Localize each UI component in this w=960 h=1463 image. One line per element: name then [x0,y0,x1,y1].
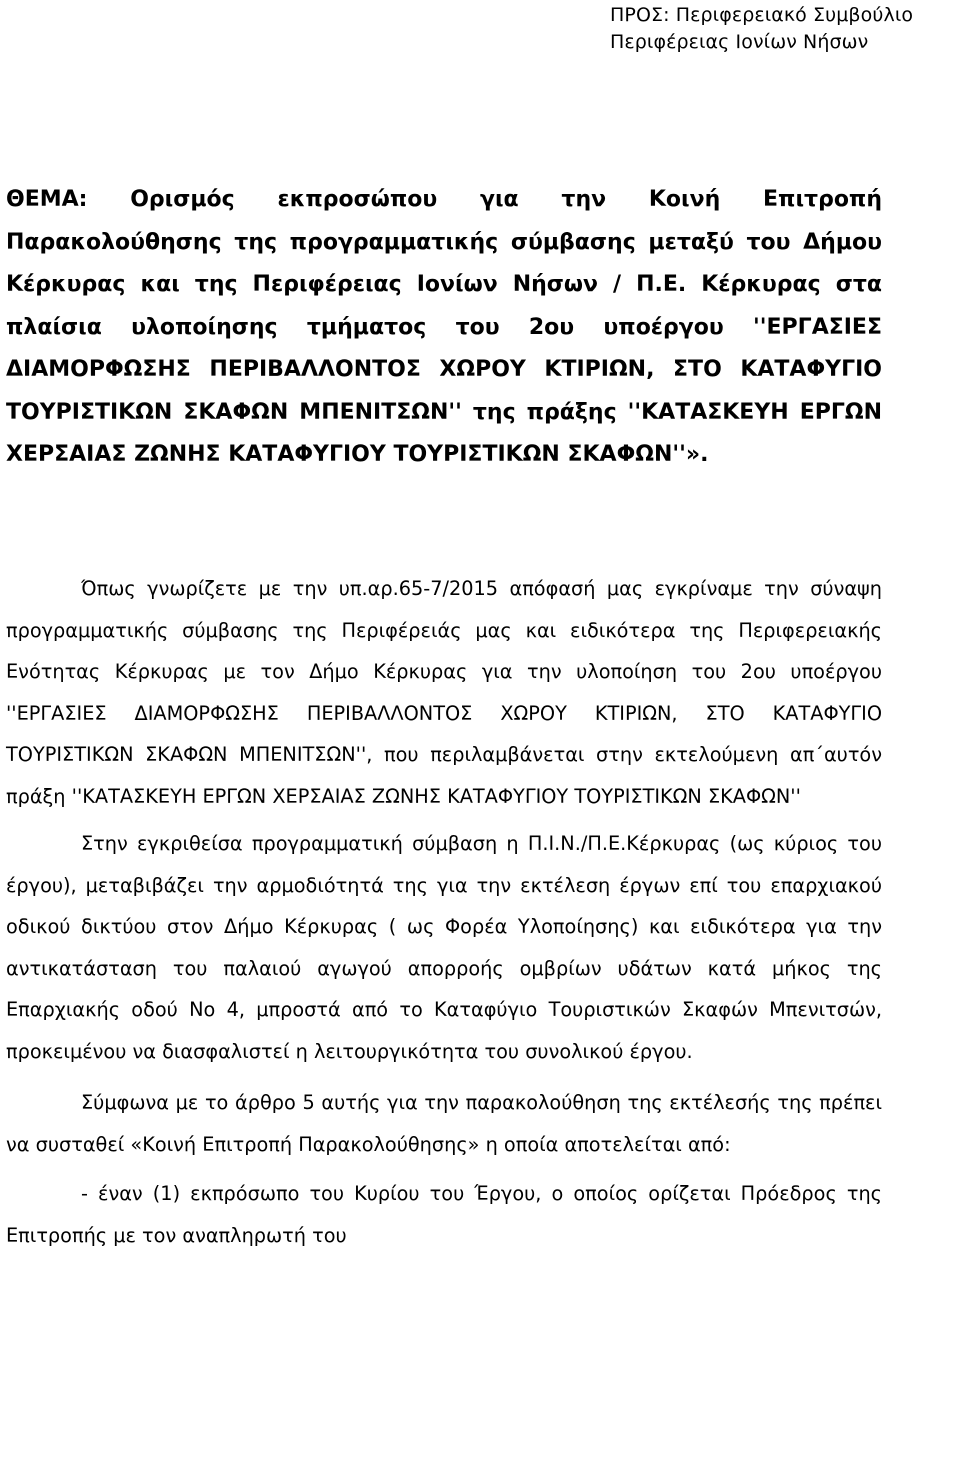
recipient-line-1: ΠΡΟΣ: Περιφερειακό Συμβούλιο [610,4,914,26]
paragraph-decision: Όπως γνωρίζετε με την υπ.αρ.65-7/2015 απόφασή μας εγκρίναμε την σύναψη προγραμματικής σύμβασης της Περιφέρειάς μας και ειδικότερα της Περιφερειακής Ενότητας Κέρκυρας με τον Δήμο Κέρκυρας για την υλοποίηση του 2ου υποέργου ''ΕΡΓΑΣΙΕΣ ΔΙΑΜΟΡΦΩΣΗΣ ΠΕΡΙΒΑΛΛΟΝΤΟΣ ΧΩΡΟΥ ΚΤΙΡΙΩΝ, ΣΤΟ ΚΑΤΑΦΥΓΙΟ ΤΟΥΡΙΣΤΙΚΩΝ ΣΚΑΦΩΝ ΜΠΕΝΙΤΣΩΝ'', που περιλαμβάνεται στην εκτελούμενη απ΄αυτόν πράξη ''ΚΑΤΑΣΚΕΥΗ ΕΡΓΩΝ ΧΕΡΣΑΙΑΣ ΖΩΝΗΣ ΚΑΤΑΦΥΓΙΟΥ ΤΟΥΡΙΣΤΙΚΩΝ ΣΚΑΦΩΝ'' [6,577,882,808]
subject-heading: ΘΕΜΑ: Ορισμός εκπροσώπου για την Κοινή Επιτροπή Παρακολούθησης της προγραμματικής σύμβασης μεταξύ του Δήμου Κέρκυρας και της Περιφέρειας Ιονίων Νήσων / Π.Ε. Κέρκυρας στα πλαίσια υλοποίησης τμήματος του 2ου υποέργου ''ΕΡΓΑΣΙΕΣ ΔΙΑΜΟΡΦΩΣΗΣ ΠΕΡΙΒΑΛΛΟΝΤΟΣ ΧΩΡΟΥ ΚΤΙΡΙΩΝ, ΣΤΟ ΚΑΤΑΦΥΓΙΟ ΤΟΥΡΙΣΤΙΚΩΝ ΣΚΑΦΩΝ ΜΠΕΝΙΤΣΩΝ'' της πράξης ''ΚΑΤΑΣΚΕΥΗ ΕΡΓΩΝ ΧΕΡΣΑΙΑΣ ΖΩΝΗΣ ΚΑΤΑΦΥΓΙΟΥ ΤΟΥΡΙΣΤΙΚΩΝ ΣΚΑΦΩΝ''». [6,187,882,467]
paragraph-contract: Στην εγκριθείσα προγραμματική σύμβαση η Π.Ι.Ν./Π.Ε.Κέρκυρας (ως κύριος του έργου), μεταβιβάζει την αρμοδιότητά της για την εκτέλεση έργων επί του επαρχιακού οδικού δικτύου στον Δήμο Κέρκυρας ( ως Φορέα Υλοποίησης) και ειδικότερα για την αντικατάσταση του παλαιού αγωγού απορροής ομβρίων υδάτων κατά μήκος της Επαρχιακής οδού Νο 4, μπροστά από το Καταφύγιο Τουριστικών Σκαφών Μπενιτσών, προκειμένου να διασφαλιστεί η λειτουργικότητα του συνολικού έργου. [6,832,882,1063]
recipient-block [610,2,914,56]
list-item-representative: - έναν (1) εκπρόσωπο του Κυρίου του Έργου, ο οποίος ορίζεται Πρόεδρος της Επιτροπής με τον αναπληρωτή του [6,1182,882,1247]
paragraph-article-5: Σύμφωνα με το άρθρο 5 αυτής για την παρακολούθηση της εκτέλεσής της πρέπει να συσταθεί «Κοινή Επιτροπή Παρακολούθησης» η οποία αποτελείται από: [6,1091,882,1156]
recipient-line-2: Περιφέρειας Ιονίων Νήσων [610,31,869,53]
document-body [6,568,882,1256]
